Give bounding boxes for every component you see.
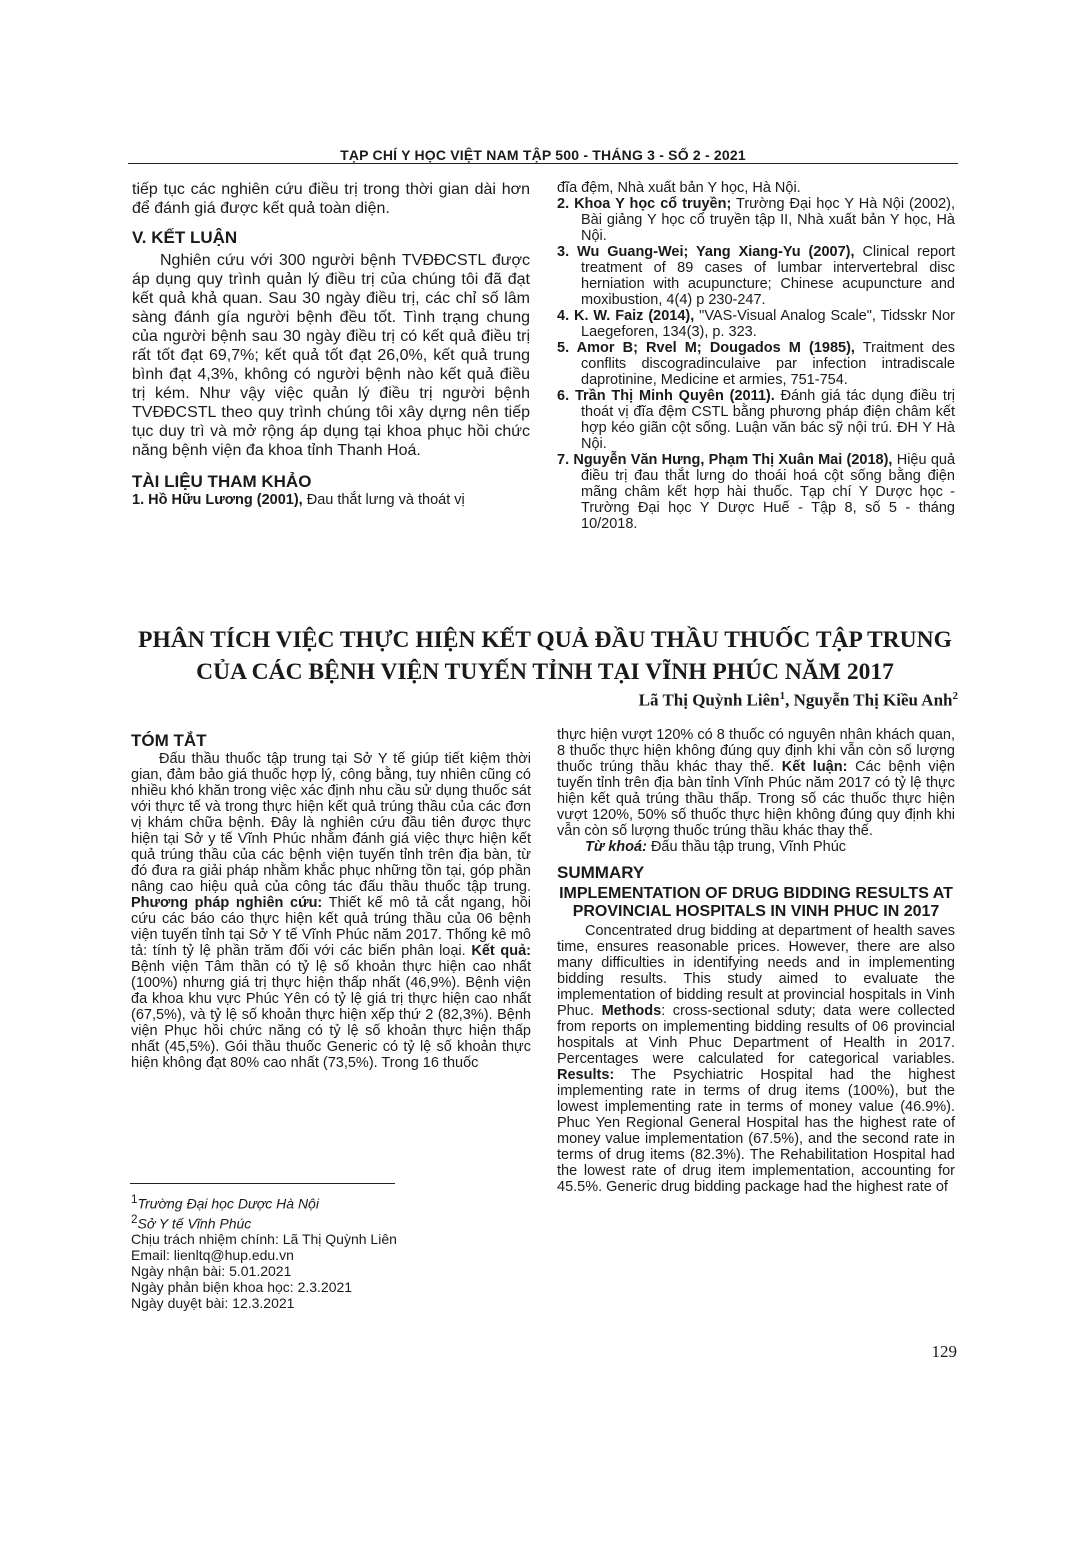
summary-body — [557, 923, 955, 1195]
reference-2 — [557, 196, 955, 244]
summary-methods-label: Methods — [601, 1003, 662, 1019]
abstract-intro: Đấu thầu thuốc tập trung tại Sở Y tế giúp tiết kiệm thời gian, đảm bảo giá thuốc hợp lý, công bằng, tuy nhiên cũng có nhiều khó khăn trong việc xác định nhu cầu sử dụng thuốc sát với thực tế và trong thực hiện kết quả trúng thầu của các đơn vị khám chữa bệnh. Đây là nghiên cứu đầu tiên được thực hiện tại Sở y tế Vĩnh Phúc nhằm đánh giá việc thực hiện kết quả trúng thầu của các bệnh viện tuyến tỉnh trên địa bàn, từ đó đưa ra giải pháp nhằm khắc phục những tồn tại, góp phần nâng cao hiệu quả của công tác đấu thầu thuốc tập trung. — [131, 751, 531, 895]
reference-3 — [557, 244, 955, 308]
results-label: Kết quả: — [471, 943, 532, 959]
summary-title: IMPLEMENTATION OF DRUG BIDDING RESULTS AT PROVINCIAL HOSPITALS IN VINH PHUC IN 2017 — [559, 885, 953, 920]
methods-text: Thiết kế mô tả cắt ngang, hồi cứu các báo cáo thực hiện kết quả trúng thầu của 06 bệnh viện tuyến tỉnh tại Sở Y tế Vĩnh Phúc năm 2017. Thống kê mô tả: tính tỷ lệ phần trăm đối với các biến phân loại. — [131, 895, 532, 959]
reference-4-author: 4. K. W. Faiz (2014), — [557, 308, 695, 324]
keywords — [557, 839, 955, 855]
summary-heading: SUMMARY — [557, 863, 645, 882]
author-1-affiliation: 1 — [779, 690, 786, 702]
top-left-column — [132, 180, 530, 509]
article-title-line-1: PHÂN TÍCH VIỆC THỰC HIỆN KẾT QUẢ ĐẦU THẦU THUỐC TẬP TRUNG — [138, 627, 952, 653]
summary-intro: Concentrated drug bidding at department of health saves time, ensures reasonable prices. However, there are also many difficulties in identifying needs and in implementing bidding results. This study aimed to evaluate the implementation of bidding result at provincial hospitals in Vinh Phuc. — [557, 923, 955, 1019]
abstract-heading: TÓM TẮT — [131, 731, 207, 750]
header-rule — [128, 163, 958, 164]
footnote-1-mark: 1 — [131, 1193, 138, 1206]
continuation-text: tiếp tục các nghiên cứu điều trị trong thời gian dài hơn để đánh giá được kết quả toàn diện. — [132, 181, 530, 217]
methods-label: Phương pháp nghiên cứu: — [131, 895, 323, 911]
abstract-vi-left — [131, 733, 531, 1071]
reference-7-author: 7. Nguyễn Văn Hưng, Phạm Thị Xuân Mai (2018), — [557, 452, 893, 468]
conclusion-text: Nghiên cứu với 300 người bệnh TVĐĐCSTL được áp dụng quy trình quản lý điều trị của chúng tôi đã đạt kết quả khả quan. Sau 30 ngày điều trị, các chỉ số lâm sàng đánh gía người bệnh đều tốt. Tình trạng chung của người bệnh sau 30 ngày điều trị có kết quả điều trị rất tốt đạt 69,7%; kết quả tốt đạt 26,0%, kết quả trung bình đạt 4,3%, không có người bệnh nào kết quả điều trị kém. Như vậy việc quản lý điều trị người bệnh TVĐĐCSTL theo quy trình chúng tôi xây dựng nên tiếp tục duy trì và mở rộng áp dụng tại khoa phục hồi chức năng bệnh viện đa khoa tỉnh Thanh Hoá. — [132, 252, 530, 459]
footnote-responsible: Chịu trách nhiệm chính: Lã Thị Quỳnh Liên — [131, 1231, 397, 1248]
authors — [639, 690, 958, 711]
reference-1 — [132, 492, 530, 509]
reference-4 — [557, 308, 955, 340]
conclusion-heading: V. KẾT LUẬN — [132, 228, 238, 247]
top-right-column — [557, 180, 955, 532]
keywords-text: Đấu thầu tập trung, Vĩnh Phúc — [646, 839, 847, 855]
reference-6 — [557, 388, 955, 452]
reference-7 — [557, 452, 955, 532]
footnote-2-text: Sở Y tế Vĩnh Phúc — [137, 1215, 252, 1232]
reference-5-text: Traitment des conflits discogradinculaive par infection intradiscale daprotinine, Medicine et armies, 751-754. — [581, 340, 955, 388]
footnote-rule — [130, 1183, 395, 1184]
reference-1-author: 1. Hồ Hữu Lương (2001), — [132, 492, 303, 508]
running-header: TẠP CHÍ Y HỌC VIỆT NAM TẬP 500 - THÁNG 3 - SỐ 2 - 2021 — [340, 147, 746, 163]
reference-3-text: Clinical report treatment of 89 cases of lumbar intervertebral disc herniation with acupuncture; Chinese acupuncture and moxibustion, 4(4) p 230-247. — [581, 244, 955, 308]
page-number: 129 — [931, 1342, 957, 1361]
reference-1-cont: đĩa đệm, Nhà xuất bản Y học, Hà Nội. — [557, 180, 801, 196]
reference-1-text: Đau thắt lưng và thoát vị — [302, 492, 465, 508]
reference-5-author: 5. Amor B; Rvel M; Dougados M (1985), — [557, 340, 855, 356]
abstract-continuation — [557, 727, 955, 839]
author-separator: , — [785, 690, 794, 710]
reference-6-author: 6. Trần Thị Minh Quyên (2011). — [557, 388, 775, 404]
abstract-conclusion-text: Các bệnh viện tuyến tỉnh trên địa bàn tỉnh Vĩnh Phúc năm 2017 có tỷ lệ thực hiện kết quả trúng thầu thấp. Trong số các thuốc thực hiện vượt 120%, 50% số thuốc thực hiện không đúng quy định khi vẫn còn số lượng thuốc trúng thầu khác thay thế. — [557, 759, 955, 839]
footnote-affiliation-1 — [131, 1192, 461, 1212]
footnote-2-mark: 2 — [131, 1212, 138, 1226]
footnote-1-text: Trường Đại học Dược Hà Nội — [137, 1195, 319, 1212]
abstract-vi-right — [557, 727, 955, 1195]
conclusion-label: Kết luận: — [781, 759, 848, 775]
reference-4-text: "VAS-Visual Analog Scale", Tidsskr Nor Laegeforen, 134(3), p. 323. — [581, 308, 956, 340]
abstract-cont-text: thực hiện vượt 120% có 8 thuốc có nguyên nhân khách quan, 8 thuốc thực hiện không đúng quy định khi vẫn còn số lượng thuốc trúng thầu khác thay thế. — [557, 727, 955, 775]
references-heading: TÀI LIỆU THAM KHẢO — [132, 472, 312, 491]
author-2: Nguyễn Thị Kiều Anh — [793, 690, 953, 710]
reference-2-text: Trường Đại học Y Hà Nội (2002), Bài giảng Y học cổ truyền tập II, Nhà xuất bản Y học, Hà Nội. — [581, 196, 955, 244]
footnote-email: Email: lienltq@hup.edu.vn — [131, 1247, 294, 1264]
reference-6-text: Đánh giá tác dụng điều trị thoát vị đĩa đệm CSTL bằng phương pháp điện châm kết hợp kéo giãn cột sống. Luận văn bác sỹ nội trú. ĐH Y Hà Nội. — [581, 388, 956, 452]
summary-methods-text: : cross-sectional sduty; data were collected from reports on implementing bidding results of 06 provincial hospitals at Vinh Phuc Department of Health in 2017. Percentages were calculated for categorical variables. — [557, 1003, 956, 1067]
footnote-reviewed: Ngày phản biện khoa học: 2.3.2021 — [131, 1279, 353, 1296]
reference-2-author: 2. Khoa Y học cổ truyền; — [557, 196, 732, 212]
footnotes — [131, 1192, 461, 1311]
results-text: Bệnh viện Tâm thần có tỷ lệ số khoản thực hiện cao nhất (100%) nhưng giá trị thực hiện thấp nhất (46,9%). Bệnh viện đa khoa khu vực Phúc Yên có tỷ lệ giá trị thực hiện cao nhất (67,5%), và tỷ lệ số khoản thực hiện xếp thứ 2 (82,3%). Bệnh viện Phục hồi chức năng có tỷ lệ số khoản thực hiện thấp nhất (45,5%). Gói thầu thuốc Generic có tỷ lệ số khoản thực hiện không đạt 80% cao nhất (73,5%). Trong 16 thuốc — [131, 959, 531, 1071]
reference-3-author: 3. Wu Guang-Wei; Yang Xiang-Yu (2007), — [557, 244, 855, 260]
author-2-affiliation: 2 — [952, 690, 958, 702]
summary-results-text: The Psychiatric Hospital had the highest implementing rate in terms of drug items (100%), but the lowest implementing rate in terms of money value (46.9%). Phuc Yen Regional General Hospital has the highest rate of money value implementation (67.5%), and the second rate in terms of drug items (82.3%). The Rehabilitation Hospital had the lowest rate of drug item implementation, accounting for 45.5%. Generic drug bidding package had the highest rate of — [557, 1067, 955, 1195]
footnote-received: Ngày nhận bài: 5.01.2021 — [131, 1263, 292, 1280]
author-1: Lã Thị Quỳnh Liên — [638, 690, 780, 710]
summary-results-label: Results: — [557, 1067, 615, 1083]
reference-7-text: Hiệu quả điều trị đau thắt lưng do thoái hoá cột sống bằng điện mãng châm kết hợp hài thuốc. Tạp chí Y Dược học - Trường Đại học Y Dược Huế - Tập 8, số 5 - tháng 10/2018. — [581, 452, 956, 532]
reference-5 — [557, 340, 955, 388]
footnote-accepted: Ngày duyệt bài: 12.3.2021 — [131, 1295, 295, 1312]
footnote-affiliation-2 — [131, 1212, 461, 1232]
abstract-body — [131, 751, 531, 1071]
article-title-line-2: CỦA CÁC BỆNH VIỆN TUYẾN TỈNH TẠI VĨNH PHÚC NĂM 2017 — [196, 659, 894, 685]
article-title — [110, 624, 980, 688]
keywords-label: Từ khoá: — [585, 839, 647, 855]
